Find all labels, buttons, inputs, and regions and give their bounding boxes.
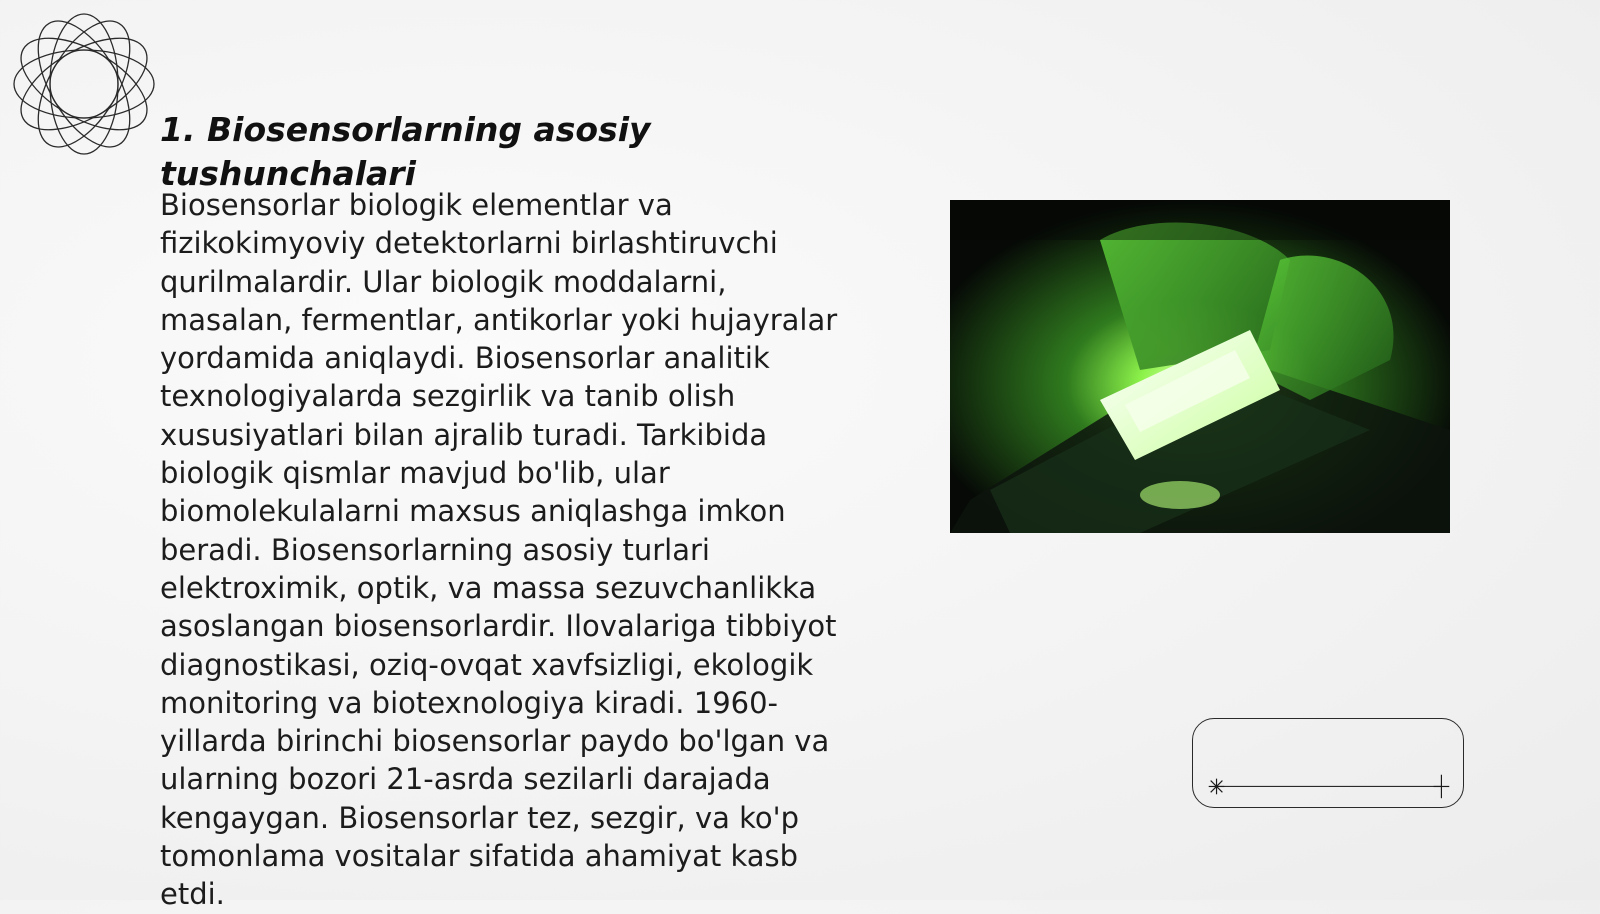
spirograph-ornament-icon (10, 10, 158, 158)
biosensor-photo (950, 200, 1450, 533)
slide-body-text: Biosensorlar biologik elementlar va fizikokimyoviy detektorlarni birlashtiruvchi qurilmalardir. Ular biologik moddalarni, masalan, fermentlar, antikorlar yoki hujayralar yordamida aniqlaydi. Biosensorlar analitik texnologiyalarda sezgirlik va tanib olish xususiyatlari bilan ajralib turadi. Tarkibida biologik qismlar mavjud bo'lib, ular biomolekulalarni maxsus aniqlashga imkon beradi. Biosensorlarning asosiy turlari elektroximik, optik, va massa sezuvchanlikka asoslangan biosensorlardir. Ilovalariga tibbiyot diagnostikasi, oziq-ovqat xavfsizligi, ekologik monitoring va biotexnologiya kiradi. 1960-yillarda birinchi biosensorlar paydo bo'lgan va ularning bozori 21-asrda sezilarli darajada kengaygan. Biosensorlar tez, sezgir, va ko'p tomonlama vositalar sifatida ahamiyat kasb etdi. (160, 188, 838, 912)
starburst-icon (1209, 779, 1225, 795)
slide-title: 1. Biosensorlarning asosiy tushunchalari (160, 110, 651, 193)
decorative-frame (1192, 718, 1464, 808)
cross-icon (1434, 775, 1450, 798)
